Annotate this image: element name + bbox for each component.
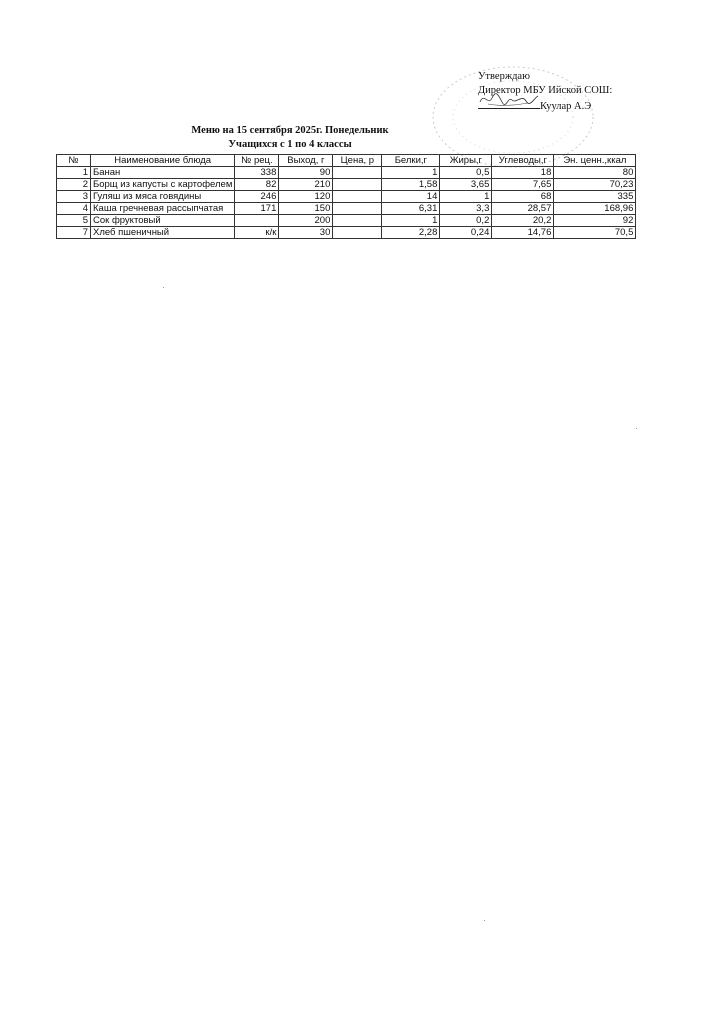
cell-carbs: 28,57 [492,203,554,215]
col-header-num: № [57,155,91,167]
cell-protein: 14 [382,191,440,203]
cell-carbs: 18 [492,167,554,179]
cell-energy: 70,5 [554,227,636,239]
cell-yield: 90 [279,167,333,179]
col-header-protein: Белки,г [382,155,440,167]
cell-carbs: 68 [492,191,554,203]
cell-dish-name: Каша гречневая рассыпчатая [91,203,235,215]
col-header-name: Наименование блюда [91,155,235,167]
table-row [57,167,636,179]
table-header-row [57,155,636,167]
cell-price [333,167,382,179]
cell-price [333,227,382,239]
cell-fat: 0,5 [440,167,492,179]
table-row [57,215,636,227]
menu-title: Меню на 15 сентября 2025г. Понедельник [191,125,389,136]
cell-protein: 1 [382,167,440,179]
cell-energy: 335 [554,191,636,203]
cell-protein: 6,31 [382,203,440,215]
approval-label: Утверждаю [478,71,530,82]
cell-num: 1 [57,167,91,179]
signature-icon [478,98,540,109]
cell-dish-name: Борщ из капусты с картофелем [91,179,235,191]
cell-num: 2 [57,179,91,191]
signature-line [478,98,612,114]
col-header-recipe: № рец. [235,155,279,167]
cell-energy: 80 [554,167,636,179]
cell-recipe: 82 [235,179,279,191]
cell-fat: 1 [440,191,492,203]
cell-recipe: 246 [235,191,279,203]
cell-recipe: 171 [235,203,279,215]
cell-fat: 0,2 [440,215,492,227]
cell-recipe: 338 [235,167,279,179]
cell-yield: 200 [279,215,333,227]
scan-speck [163,287,164,288]
cell-energy: 168,96 [554,203,636,215]
cell-price [333,191,382,203]
col-header-carbs: Углеводы,г [492,155,554,167]
approval-block [478,70,612,114]
cell-num: 7 [57,227,91,239]
cell-yield: 30 [279,227,333,239]
cell-dish-name: Сок фруктовый [91,215,235,227]
cell-carbs: 7,65 [492,179,554,191]
cell-recipe [235,215,279,227]
cell-energy: 70,23 [554,179,636,191]
cell-yield: 210 [279,179,333,191]
cell-energy: 92 [554,215,636,227]
col-header-price: Цена, р [333,155,382,167]
col-header-yield: Выход, г [279,155,333,167]
col-header-fat: Жиры,г [440,155,492,167]
cell-price [333,215,382,227]
cell-yield: 120 [279,191,333,203]
cell-price [333,203,382,215]
cell-carbs: 20,2 [492,215,554,227]
cell-fat: 3,65 [440,179,492,191]
cell-num: 3 [57,191,91,203]
table-row [57,227,636,239]
cell-yield: 150 [279,203,333,215]
scan-speck [484,920,485,921]
cell-protein: 2,28 [382,227,440,239]
cell-recipe: к/к [235,227,279,239]
menu-subtitle: Учащихся с 1 по 4 классы [228,139,352,150]
cell-carbs: 14,76 [492,227,554,239]
table-row [57,179,636,191]
director-title: Директор МБУ Ийской СОШ: [478,85,613,96]
signer-name: Куулар А.Э [540,101,592,112]
col-header-energy: Эн. ценн.,ккал [554,155,636,167]
table-row [57,191,636,203]
cell-protein: 1 [382,215,440,227]
cell-num: 4 [57,203,91,215]
cell-protein: 1,58 [382,179,440,191]
scan-speck [636,428,637,429]
cell-fat: 0,24 [440,227,492,239]
cell-fat: 3,3 [440,203,492,215]
cell-price [333,179,382,191]
cell-dish-name: Гуляш из мяса говядины [91,191,235,203]
cell-dish-name: Банан [91,167,235,179]
cell-dish-name: Хлеб пшеничный [91,227,235,239]
cell-num: 5 [57,215,91,227]
menu-table [56,154,636,239]
table-row [57,203,636,215]
